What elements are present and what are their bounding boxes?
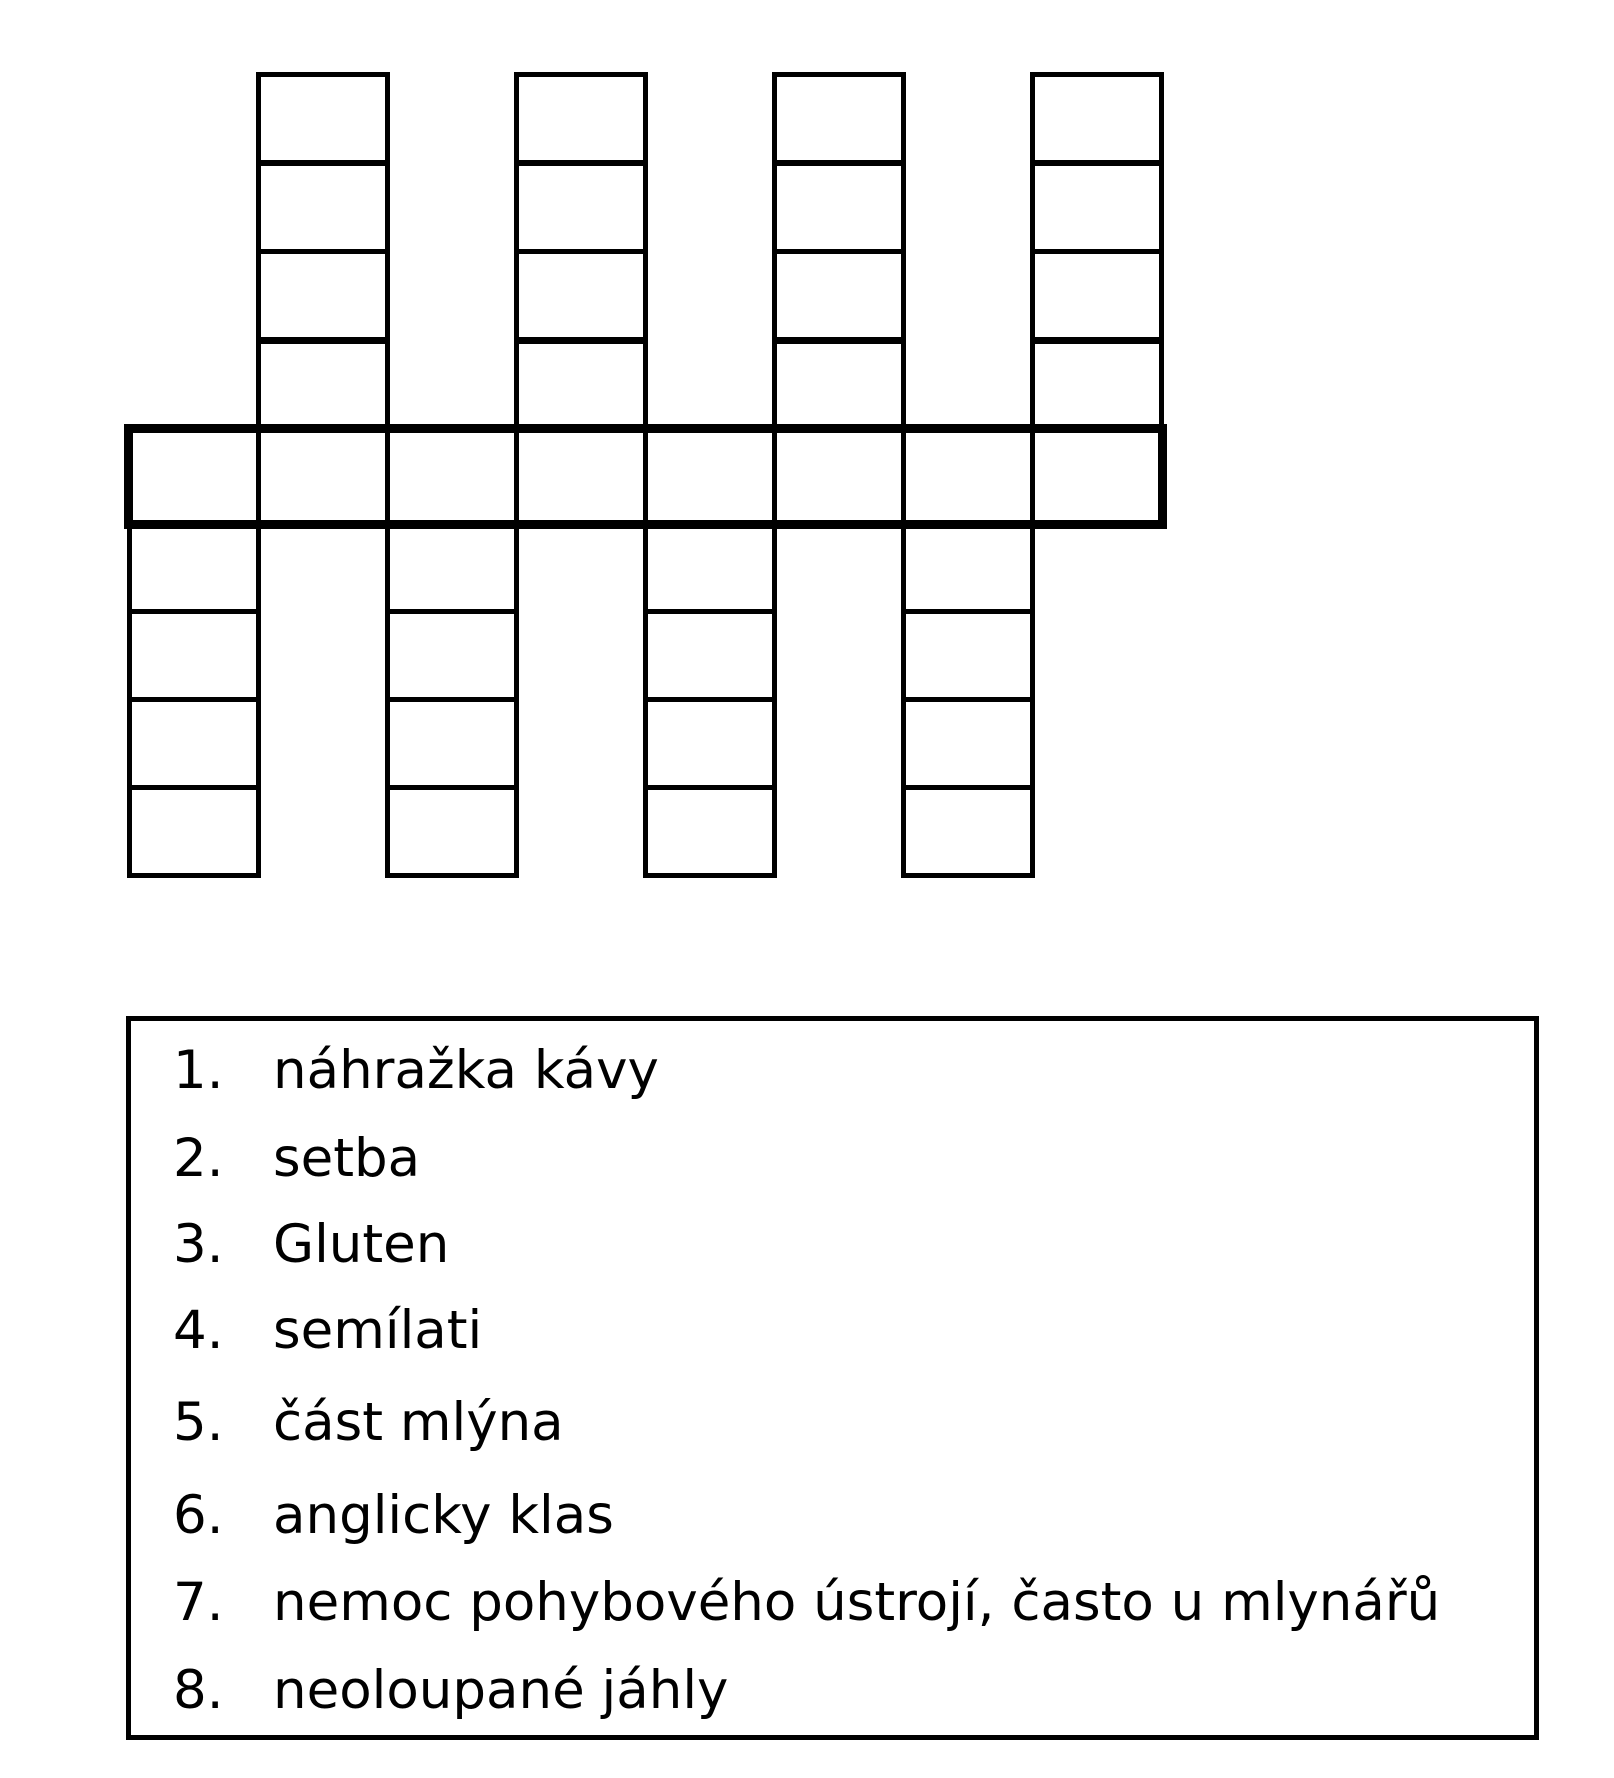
clue-text: nemoc pohybového ústrojí, často u mlynářů	[273, 1571, 1441, 1633]
crossword-cell-lower[interactable]	[385, 521, 519, 614]
crossword-cell-upper[interactable]	[514, 161, 648, 254]
clue-list	[126, 1016, 1539, 1740]
crossword-solution-cell[interactable]	[772, 427, 906, 525]
crossword-cell-upper[interactable]	[1030, 161, 1164, 254]
clue-number: 3.	[173, 1213, 224, 1275]
crossword-cell-lower[interactable]	[127, 609, 261, 702]
crossword-cell-upper[interactable]	[514, 72, 648, 165]
clue-number: 1.	[173, 1039, 224, 1101]
clue-number: 4.	[173, 1299, 224, 1361]
crossword-solution-cell[interactable]	[901, 427, 1035, 525]
crossword-cell-lower[interactable]	[643, 785, 777, 878]
crossword-cell-lower[interactable]	[901, 697, 1035, 790]
crossword-solution-cell[interactable]	[514, 427, 648, 525]
crossword-cell-upper[interactable]	[256, 72, 390, 165]
crossword-cell-upper[interactable]	[514, 339, 648, 432]
crossword-cell-lower[interactable]	[127, 521, 261, 614]
crossword-cell-upper[interactable]	[1030, 249, 1164, 342]
crossword-cell-lower[interactable]	[901, 609, 1035, 702]
crossword-cell-upper[interactable]	[256, 249, 390, 342]
crossword-cell-lower[interactable]	[127, 785, 261, 878]
clue-text: anglicky klas	[273, 1484, 614, 1546]
clue-number: 2.	[173, 1127, 224, 1189]
clue-number: 8.	[173, 1659, 224, 1721]
crossword-cell-upper[interactable]	[514, 249, 648, 342]
crossword-solution-cell[interactable]	[256, 427, 390, 525]
crossword-solution-cell[interactable]	[127, 427, 261, 525]
crossword-cell-lower[interactable]	[385, 785, 519, 878]
crossword-cell-lower[interactable]	[901, 521, 1035, 614]
crossword-solution-cell[interactable]	[643, 427, 777, 525]
clue-text: semílati	[273, 1299, 483, 1361]
clue-number: 5.	[173, 1391, 224, 1453]
crossword-cell-upper[interactable]	[772, 72, 906, 165]
clue-number: 7.	[173, 1571, 224, 1633]
clue-number: 6.	[173, 1484, 224, 1546]
crossword-cell-lower[interactable]	[127, 697, 261, 790]
crossword-cell-upper[interactable]	[1030, 72, 1164, 165]
crossword-cell-upper[interactable]	[256, 339, 390, 432]
crossword-solution-cell[interactable]	[1030, 427, 1164, 525]
crossword-cell-lower[interactable]	[643, 521, 777, 614]
clue-text: část mlýna	[273, 1391, 564, 1453]
crossword-cell-lower[interactable]	[643, 609, 777, 702]
crossword-cell-upper[interactable]	[772, 339, 906, 432]
crossword-cell-lower[interactable]	[901, 785, 1035, 878]
crossword-cell-lower[interactable]	[385, 697, 519, 790]
clue-text: setba	[273, 1127, 421, 1189]
crossword-cell-upper[interactable]	[772, 249, 906, 342]
crossword-cell-upper[interactable]	[1030, 339, 1164, 432]
crossword-cell-upper[interactable]	[772, 161, 906, 254]
clue-text: neoloupané jáhly	[273, 1659, 729, 1721]
crossword-cell-upper[interactable]	[256, 161, 390, 254]
crossword-solution-cell[interactable]	[385, 427, 519, 525]
clue-text: náhražka kávy	[273, 1039, 659, 1101]
clue-text: Gluten	[273, 1213, 450, 1275]
crossword-cell-lower[interactable]	[643, 697, 777, 790]
crossword-cell-lower[interactable]	[385, 609, 519, 702]
